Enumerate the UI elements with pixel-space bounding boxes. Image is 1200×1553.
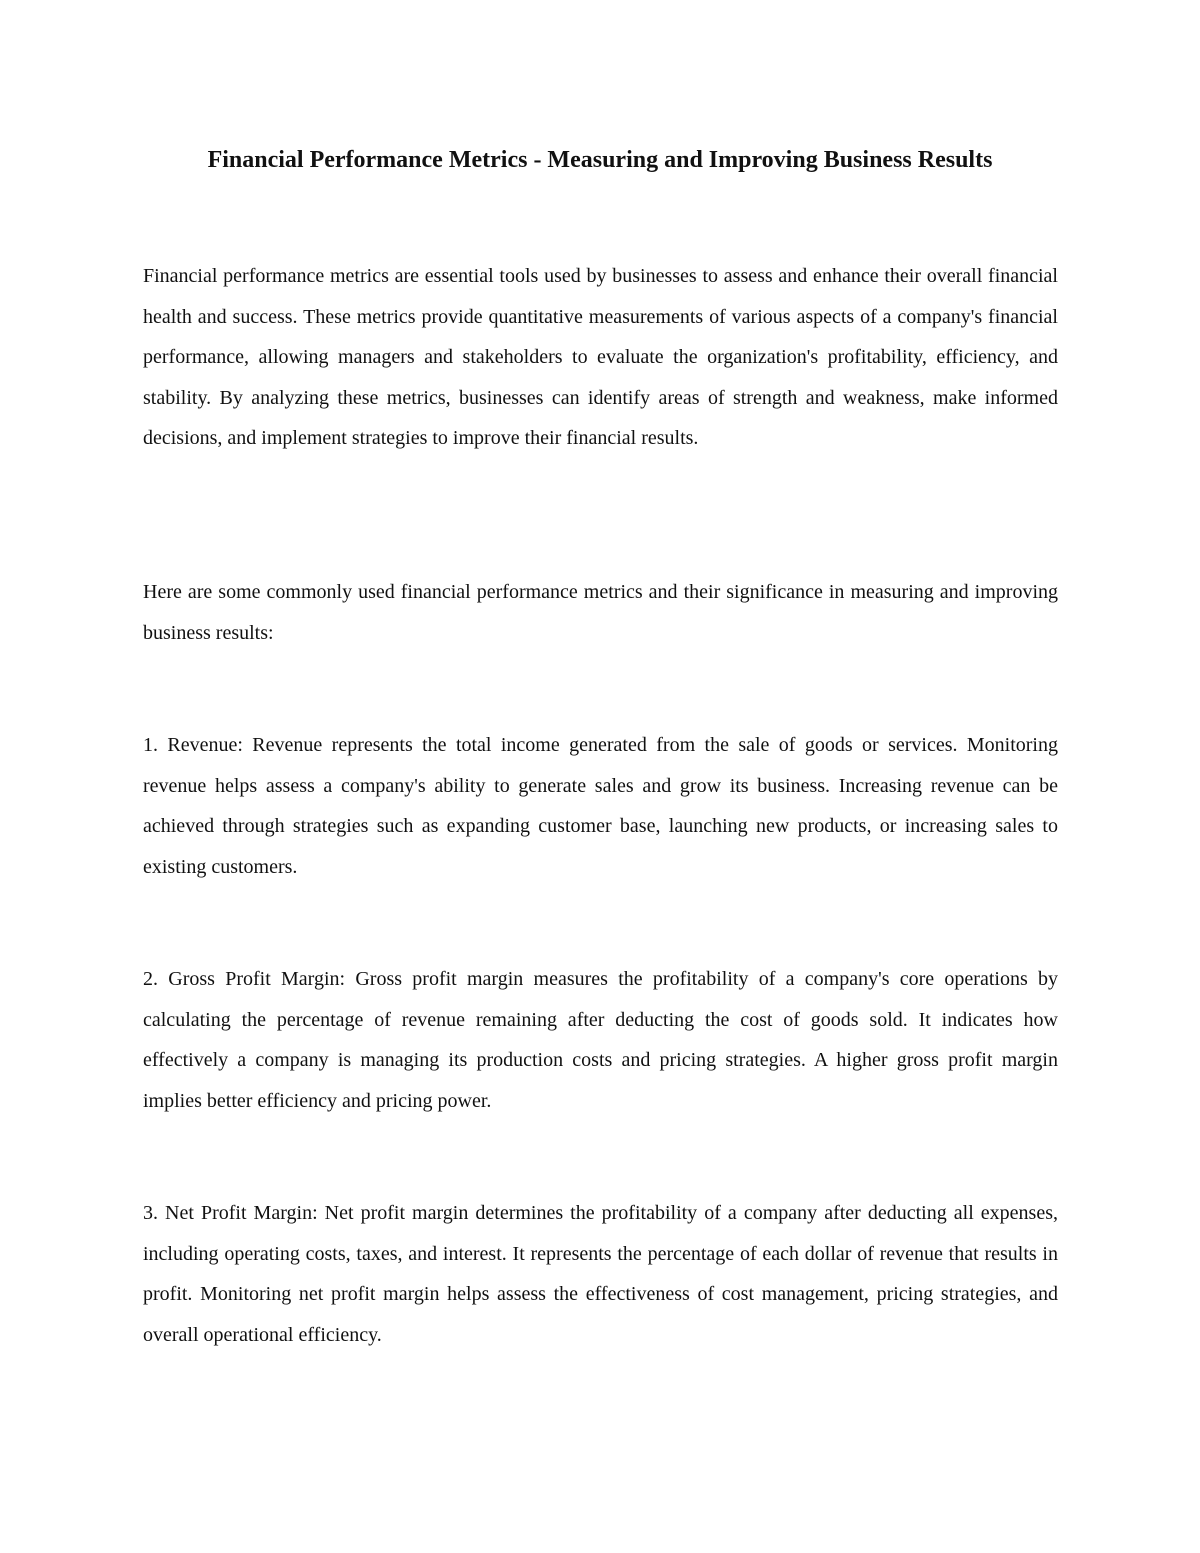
metric-gross-profit-margin-paragraph: 2. Gross Profit Margin: Gross profit margin measures the profitability of a company's core operations by calculating the percentage of revenue remaining after deducting the cost of goods sold. It indicates how effectively a company is managing its production costs and pricing strategies. A higher gross profit margin implies better efficiency and pricing power. <box>143 968 1058 1112</box>
metric-net-profit-margin-paragraph: 3. Net Profit Margin: Net profit margin determines the profitability of a company after deducting all expenses, including operating costs, taxes, and interest. It represents the percentage of each dollar of revenue that results in profit. Monitoring net profit margin helps assess the effectiveness of cost management, pricing strategies, and overall operational efficiency. <box>143 1202 1058 1346</box>
intro-paragraph: Financial performance metrics are essential tools used by businesses to assess and enhance their overall financial health and success. These metrics provide quantitative measurements of various aspects of a company's financial performance, allowing managers and stakeholders to evaluate the organization's profitability, efficiency, and stability. By analyzing these metrics, businesses can identify areas of strength and weakness, make informed decisions, and implement strategies to improve their financial results. <box>143 265 1058 449</box>
metric-revenue-paragraph: 1. Revenue: Revenue represents the total income generated from the sale of goods or services. Monitoring revenue helps assess a company's ability to generate sales and grow its business. Increasing revenue can be achieved through strategies such as expanding customer base, launching new products, or increasing sales to existing customers. <box>143 734 1058 878</box>
document-title: Financial Performance Metrics - Measuring and Improving Business Results <box>207 147 993 173</box>
metrics-lead-paragraph: Here are some commonly used financial performance metrics and their significance in measuring and improving business results: <box>143 581 1058 644</box>
